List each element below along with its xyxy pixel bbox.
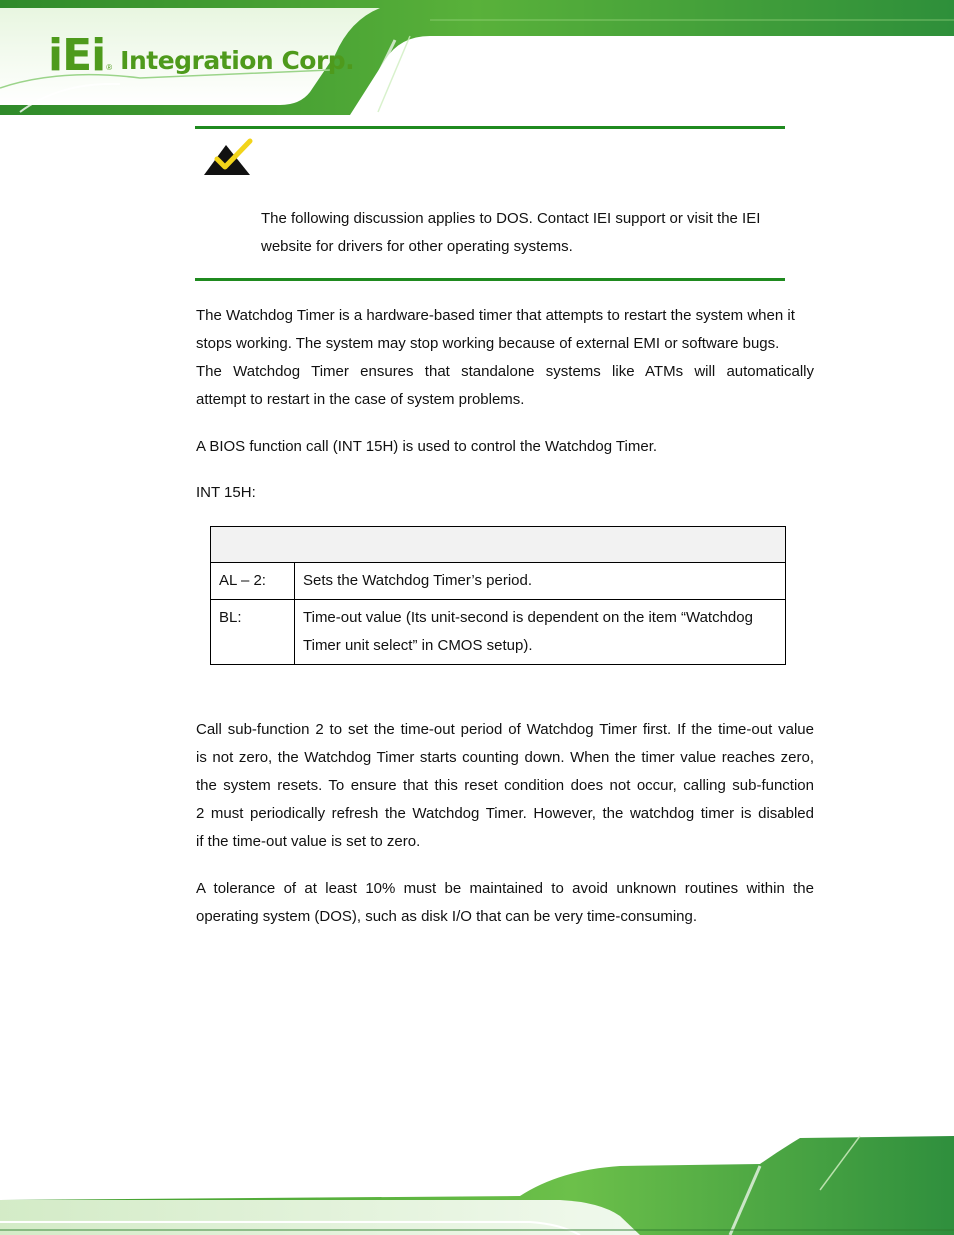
description-line: Time-out value (Its unit-second is dependent on the item “Watchdog [303, 609, 753, 626]
text-line: stops working. The system may stop working because of external EMI or software bugs. [196, 335, 780, 352]
table-header-row [211, 527, 786, 563]
text-line: The Watchdog Timer ensures that standalone systems like ATMs will automatically [196, 363, 814, 380]
description-cell [295, 600, 786, 665]
description-cell: Sets the Watchdog Timer’s period. [295, 563, 786, 600]
company-logo [48, 28, 355, 81]
footer-banner [0, 1130, 954, 1235]
text-line: if the time-out value is set to zero. [196, 833, 421, 850]
note-text [261, 205, 791, 261]
text-line: is not zero, the Watchdog Timer starts counting down. When the timer value reaches zero, [196, 749, 814, 766]
text-line: the system resets. To ensure that this reset condition does not occur, calling sub-function [196, 777, 814, 794]
register-cell: BL: [211, 600, 295, 665]
text-line: operating system (DOS), such as disk I/O that can be very time-consuming. [196, 908, 698, 925]
text-line: The Watchdog Timer is a hardware-based timer that attempts to restart the system when it [196, 307, 795, 324]
logo-mark: iEi [48, 30, 106, 81]
note-bottom-rule [195, 278, 785, 281]
note-line: website for drivers for other operating systems. [261, 238, 573, 255]
text-line: attempt to restart in the case of system problems. [196, 391, 525, 408]
text-line: Call sub-function 2 to set the time-out period of Watchdog Timer first. If the time-out value [196, 721, 814, 738]
register-table [210, 526, 786, 665]
text-line: 2 must periodically refresh the Watchdog Timer. However, the watchdog timer is disabled [196, 805, 814, 822]
check-note-icon [204, 137, 254, 175]
table-row [211, 600, 786, 665]
note-top-rule [195, 126, 785, 129]
description-line: Timer unit select” in CMOS setup). [303, 637, 533, 654]
register-cell: AL – 2: [211, 563, 295, 600]
logo-trademark: ® [106, 63, 113, 72]
text-line: A tolerance of at least 10% must be maintained to avoid unknown routines within the [196, 880, 814, 897]
bios-call-paragraph: A BIOS function call (INT 15H) is used to control the Watchdog Timer. [196, 438, 658, 455]
int-label: INT 15H: [196, 484, 256, 501]
logo-text: Integration Corp. [120, 46, 355, 75]
intro-paragraph [196, 302, 814, 414]
note-line: The following discussion applies to DOS. Contact IEI support or visit the IEI [261, 210, 761, 227]
table-row [211, 563, 786, 600]
tolerance-paragraph [196, 875, 814, 931]
table-header-cell [211, 527, 786, 563]
subfunction-paragraph [196, 716, 814, 856]
